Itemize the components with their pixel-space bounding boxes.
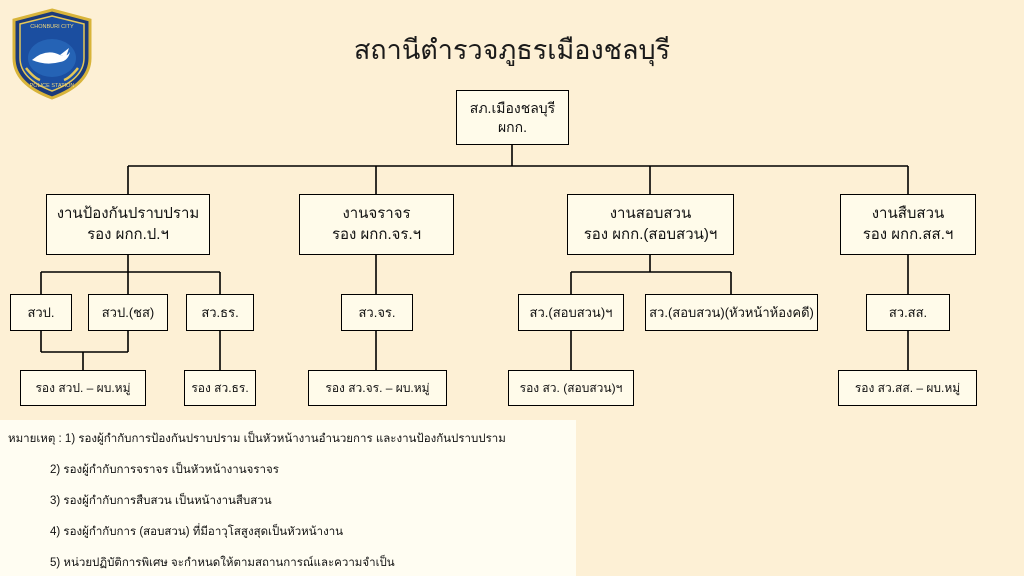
- page-title: สถานีตำรวจภูธรเมืองชลบุรี: [353, 35, 671, 65]
- notes-heading: หมายเหตุ : 1) รองผู้กำกับการป้องกันปราบปราม เป็นหัวหน้างานอำนวยการ และงานป้องกันปราบปราม: [8, 433, 506, 445]
- node-saw-sor-sor-label: สว.สส.: [888, 304, 928, 320]
- node-division-prevention[interactable]: [46, 194, 210, 255]
- node-leaf-rong-sawop[interactable]: [20, 370, 146, 406]
- node-saw-inquiry-case-chief[interactable]: [645, 294, 818, 331]
- node-saw-jor[interactable]: [341, 294, 413, 331]
- node-saw-sor-sor[interactable]: [866, 294, 950, 331]
- division-detective-line1: งานสืบสวน: [871, 205, 945, 223]
- division-prevention-line2: รอง ผกก.ป.ฯ: [87, 225, 169, 243]
- division-inquiry-line2: รอง ผกก.(สอบสวน)ฯ: [583, 225, 718, 243]
- node-saw-inquiry[interactable]: [518, 294, 624, 331]
- leaf-rong-saw-jor-label: รอง สว.จร. – ผบ.หมู่: [325, 380, 430, 395]
- division-traffic-line1: งานจราจร: [342, 205, 411, 223]
- notes-item-2: 2) รองผู้กำกับการจราจร เป็นหัวหน้างานจราจร: [50, 464, 279, 476]
- node-saw-inquiry-label: สว.(สอบสวน)ฯ: [529, 304, 613, 320]
- notes-item-3: 3) รองผู้กำกับการสืบสวน เป็นหน้างานสืบสวน: [50, 495, 272, 507]
- division-inquiry-line1: งานสอบสวน: [609, 205, 692, 223]
- node-leaf-rong-saw-sor-sor[interactable]: [838, 370, 977, 406]
- node-saw-thor[interactable]: [186, 294, 254, 331]
- division-detective-line2: รอง ผกก.สส.ฯ: [862, 225, 954, 243]
- node-sawop-chs-label: สวป.(ชส): [101, 304, 155, 320]
- node-saw-inquiry-case-chief-label: สว.(สอบสวน)(หัวหน้าห้องคดี): [649, 304, 814, 320]
- leaf-rong-saw-sor-sor-label: รอง สว.สส. – ผบ.หมู่: [854, 380, 961, 395]
- node-sawop-chs[interactable]: [88, 294, 168, 331]
- node-root-line1: สภ.เมืองชลบุรี: [469, 99, 556, 116]
- leaf-rong-saw-thor-label: รอง สว.ธร.: [191, 380, 249, 395]
- node-saw-jor-label: สว.จร.: [358, 304, 396, 320]
- node-sawop[interactable]: [10, 294, 72, 331]
- node-division-traffic[interactable]: [299, 194, 454, 255]
- node-leaf-rong-saw-inquiry[interactable]: [508, 370, 634, 406]
- leaf-rong-saw-inquiry-label: รอง สว. (สอบสวน)ฯ: [519, 380, 623, 395]
- node-sawop-label: สวป.: [27, 304, 55, 320]
- notes-panel: [0, 420, 576, 576]
- node-root[interactable]: [456, 90, 569, 145]
- division-traffic-line2: รอง ผกก.จร.ฯ: [331, 225, 422, 243]
- division-prevention-line1: งานป้องกันปราบปราม: [56, 205, 200, 223]
- node-leaf-rong-saw-jor[interactable]: [308, 370, 447, 406]
- emblem-bottom-text: POLICE STATION: [29, 83, 75, 89]
- emblem-top-text: CHONBURI CITY: [30, 24, 74, 30]
- node-leaf-rong-saw-thor[interactable]: [184, 370, 256, 406]
- node-division-detective[interactable]: [840, 194, 976, 255]
- node-saw-thor-label: สว.ธร.: [201, 304, 239, 320]
- node-division-investigation-inquiry[interactable]: [567, 194, 734, 255]
- node-root-line2: ผกก.: [497, 118, 528, 135]
- notes-item-4: 4) รองผู้กำกับการ (สอบสวน) ที่มีอาวุโสสูงสุดเป็นหัวหน้างาน: [50, 526, 344, 538]
- notes-item-5: 5) หน่วยปฏิบัติการพิเศษ จะกำหนดให้ตามสถานการณ์และความจำเป็น: [50, 557, 395, 569]
- leaf-rong-sawop-label: รอง สวป. – ผบ.หมู่: [35, 380, 131, 395]
